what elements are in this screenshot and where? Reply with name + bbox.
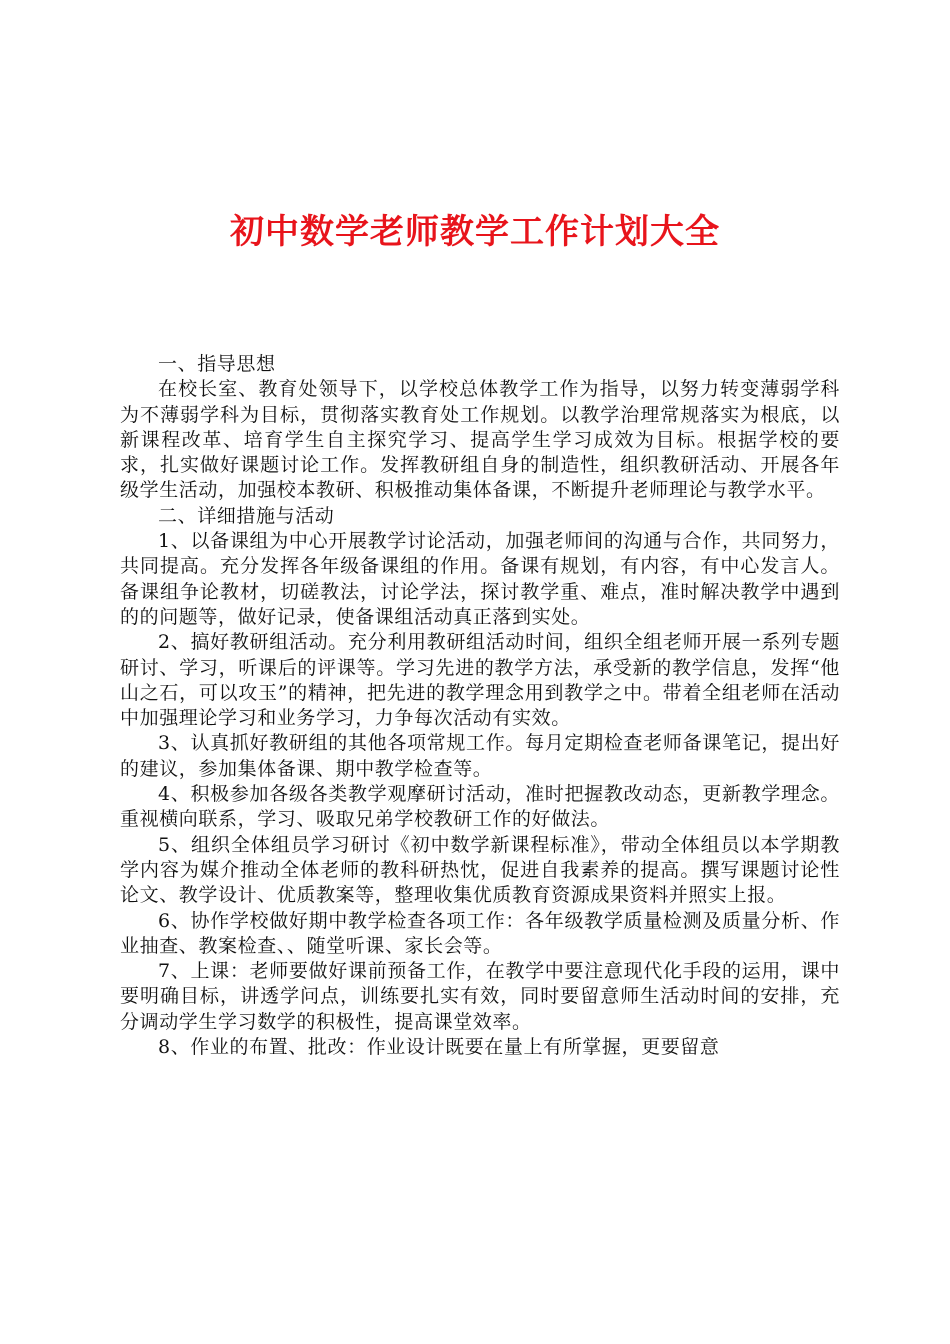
section-heading-guiding-ideology: 一、指导思想 <box>158 353 276 375</box>
section-heading-measures: 二、详细措施与活动 <box>158 504 335 527</box>
paragraph-item-6: 6、协作学校做好期中教学检查各项工作：各年级教学质量检测及质量分析、作业抽查、教案检查、、随堂听课、家长会等。 <box>120 909 840 957</box>
paragraph-item-8: 8、作业的布置、批改：作业设计既要在量上有所掌握，更要留意 <box>158 1036 720 1059</box>
paragraph-item-7: 7、上课：老师要做好课前预备工作，在教学中要注意现代化手段的运用，课中要明确目标，讲透学问点，训练要扎实有效，同时要留意师生活动时间的安排，充分调动学生学习数学的积极性，提高课堂效率。 <box>120 960 840 1033</box>
document-title: 初中数学老师教学工作计划大全 <box>230 212 720 252</box>
paragraph-guiding-ideology: 在校长室、教育处领导下，以学校总体教学工作为指导，以努力转变薄弱学科为不薄弱学科为目标，贯彻落实教育处工作规划。以教学治理常规落实为根底，以新课程改革、培育学生自主探究学习、提高学生学习成效为目标。根据学校的要求，扎实做好课题讨论工作。发挥教研组自身的制造性，组织教研活动、开展各年级学生活动，加强校本教研、积极推动集体备课，不断提升老师理论与教学水平。 <box>120 378 840 502</box>
paragraph-item-2: 2、搞好教研组活动。充分利用教研组活动时间，组织全组老师开展一系列专题研讨、学习，听课后的评课等。学习先进的教学方法，承受新的教学信息，发挥“他山之石，可以攻玉”的精神，把先进的教学理念用到教学之中。带着全组老师在活动中加强理论学习和业务学习，力争每次活动有实效。 <box>120 631 840 730</box>
paragraph-item-3: 3、认真抓好教研组的其他各项常规工作。每月定期检查老师备课笔记，提出好的建议，参加集体备课、期中教学检查等。 <box>120 732 840 780</box>
paragraph-item-4: 4、积极参加各级各类教学观摩研讨活动，准时把握教改动态，更新教学理念。重视横向联系，学习、吸取兄弟学校教研工作的好做法。 <box>120 783 840 831</box>
paragraph-item-1: 1、以备课组为中心开展教学讨论活动，加强老师间的沟通与合作，共同努力，共同提高。充分发挥各年级备课组的作用。备课有规划，有内容，有中心发言人。备课组争论教材，切磋教法，讨论学法，探讨教学重、难点，准时解决教学中遇到的的问题等，做好记录，使备课组活动真正落到实处。 <box>120 530 840 628</box>
document-body <box>120 352 840 1060</box>
paragraph-item-5: 5、组织全体组员学习研讨《初中数学新课程标准》，带动全体组员以本学期教学内容为媒介推动全体老师的教科研热忱，促进自我素养的提高。撰写课题讨论性论文、教学设计、优质教案等，整理收集优质教育资源成果资料并照实上报。 <box>120 833 840 907</box>
